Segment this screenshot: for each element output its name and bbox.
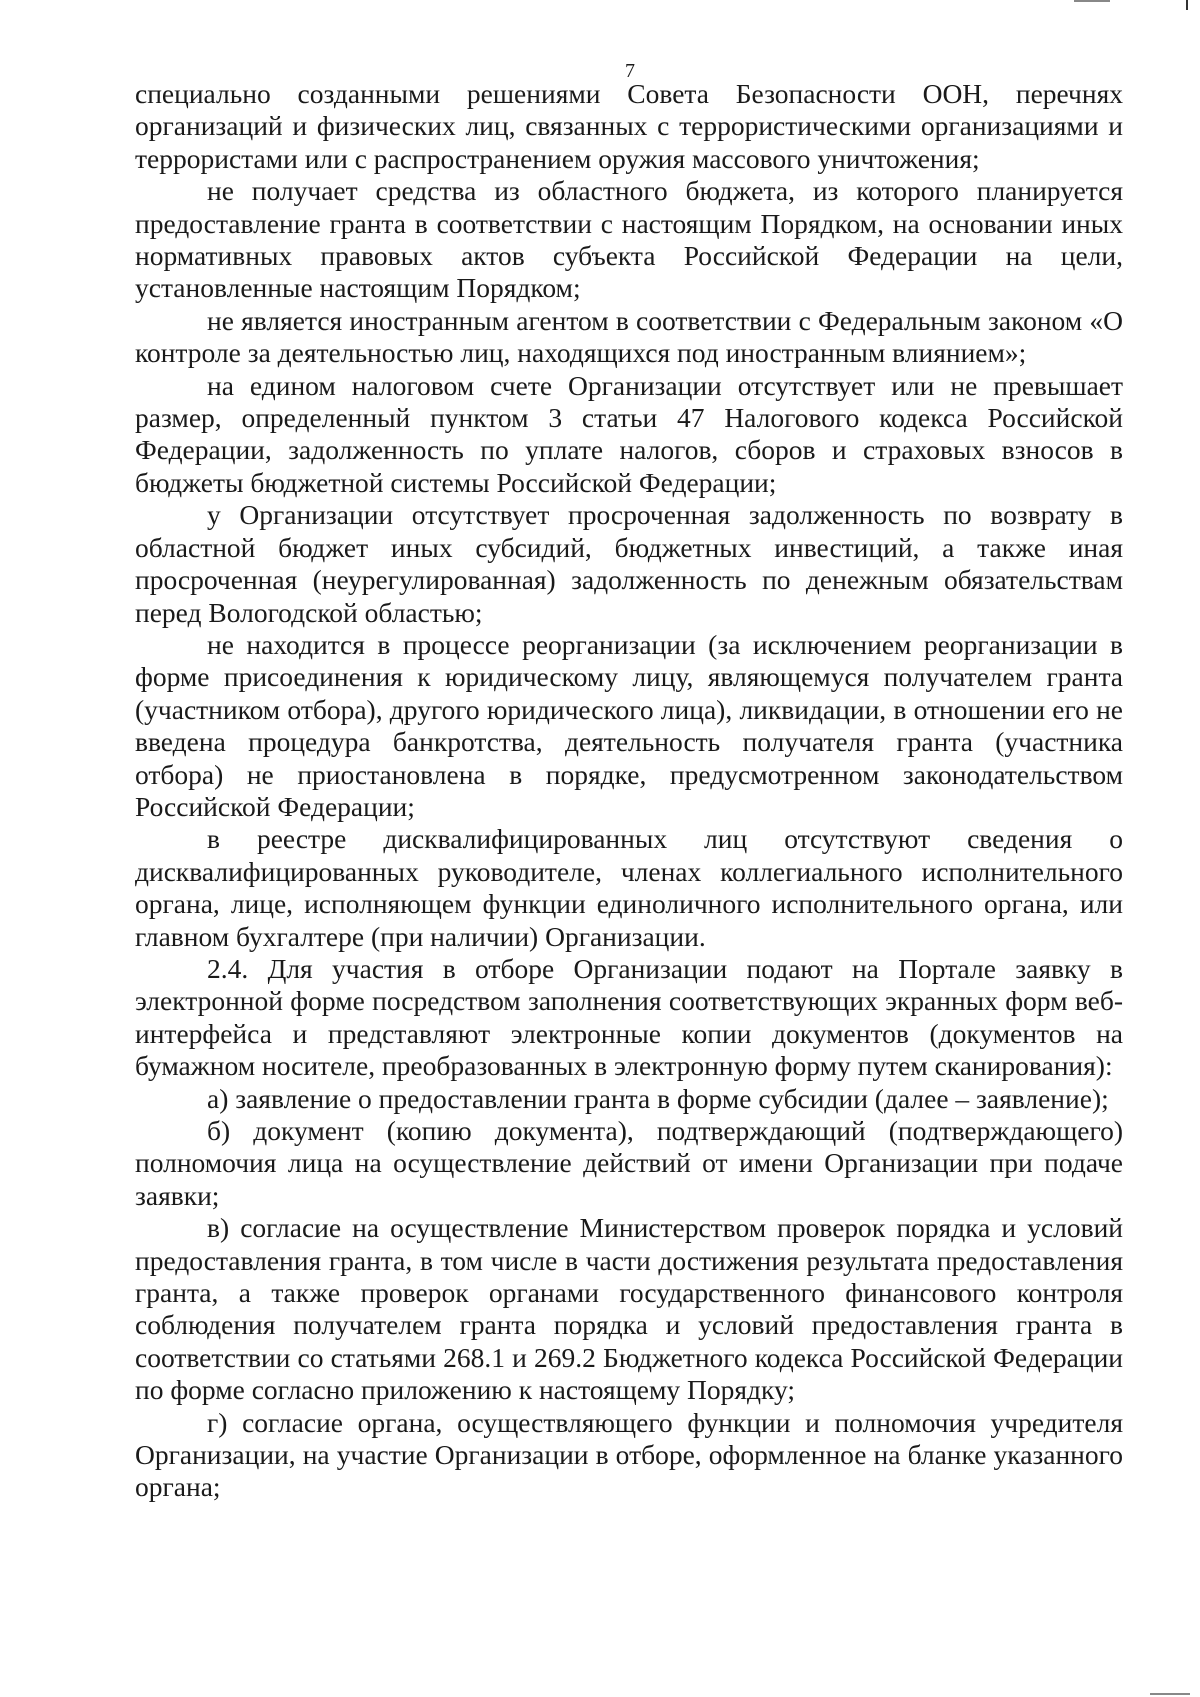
paragraph-clause-2-4: 2.4. Для участия в отборе Организации подают на Портале заявку в электронной форме посредством заполнения соответствующих экранных форм веб-интерфейса и представляют электронные копии документов (документов на бумажном носителе, преобразованных в электронную форму путем сканирования): (135, 952, 1123, 1082)
paragraph: у Организации отсутствует просроченная задолженность по возврату в областной бюджет иных субсидий, бюджетных инвестиций, а также иная просроченная (неурегулированная) задолженность по денежным обязательствам перед Вологодской областью; (135, 499, 1123, 628)
document-body (135, 78, 1123, 1504)
list-item-v: в) согласие на осуществление Министерством проверок порядка и условий предоставления гранта, в том числе в части достижения результата предоставления гранта, а также проверок органами государственного финансового контроля соблюдения получателем гранта порядка и условий предоставления гранта в соответствии со статьями 268.1 и 269.2 Бюджетного кодекса Российской Федерации по форме согласно приложению к настоящему Порядку; (135, 1212, 1123, 1406)
list-item-b: б) документ (копию документа), подтверждающий (подтверждающего) полномочия лица на осуществление действий от имени Организации при подаче заявки; (135, 1115, 1123, 1211)
page-number: 7 (625, 60, 635, 82)
scan-mark-top-right (1186, 0, 1188, 10)
paragraph: не находится в процессе реорганизации (за исключением реорганизации в форме присоединения к юридическому лицу, являющемуся получателем гранта (участником отбора), другого юридического лица), ликвидации, в отношении его не введена процедура банкротства, деятельность получателя гранта (участника отбора) не приостановлена в порядке, предусмотренном законодательством Российской Федерации; (135, 628, 1123, 822)
paragraph: не является иностранным агентом в соответствии с Федеральным законом «О контроле за деятельностью лиц, находящихся под иностранным влиянием»; (135, 304, 1123, 369)
list-item-a: а) заявление о предоставлении гранта в форме субсидии (далее – заявление); (207, 1082, 1109, 1114)
paragraph: на едином налоговом счете Организации отсутствует или не превышает размер, определенный пунктом 3 статьи 47 Налогового кодекса Российской Федерации, задолженность по уплате налогов, сборов и страховых взносов в бюджеты бюджетной системы Российской Федерации; (135, 369, 1123, 498)
paragraph-continuation: специально созданными решениями Совета Безопасности ООН, перечнях организаций и физических лиц, связанных с террористическими организациями и террористами или с распространением оружия массового уничтожения; (135, 78, 1123, 174)
scan-mark-top-right-dash (1074, 0, 1110, 2)
paragraph: в реестре дисквалифицированных лиц отсутствуют сведения о дисквалифицированных руководителе, членах коллегиального исполнительного органа, лице, исполняющем функции единоличного исполнительного органа, или главном бухгалтере (при наличии) Организации. (135, 823, 1123, 952)
list-item-g: г) согласие органа, осуществляющего функции и полномочия учредителя Организации, на участие Организации в отборе, оформленное на бланке указанного органа; (135, 1406, 1123, 1503)
scan-mark-bottom-right (1150, 1693, 1190, 1695)
paragraph: не получает средства из областного бюджета, из которого планируется предоставление гранта в соответствии с настоящим Порядком, на основании иных нормативных правовых актов субъекта Российской Федерации на цели, установленные настоящим Порядком; (135, 175, 1123, 304)
